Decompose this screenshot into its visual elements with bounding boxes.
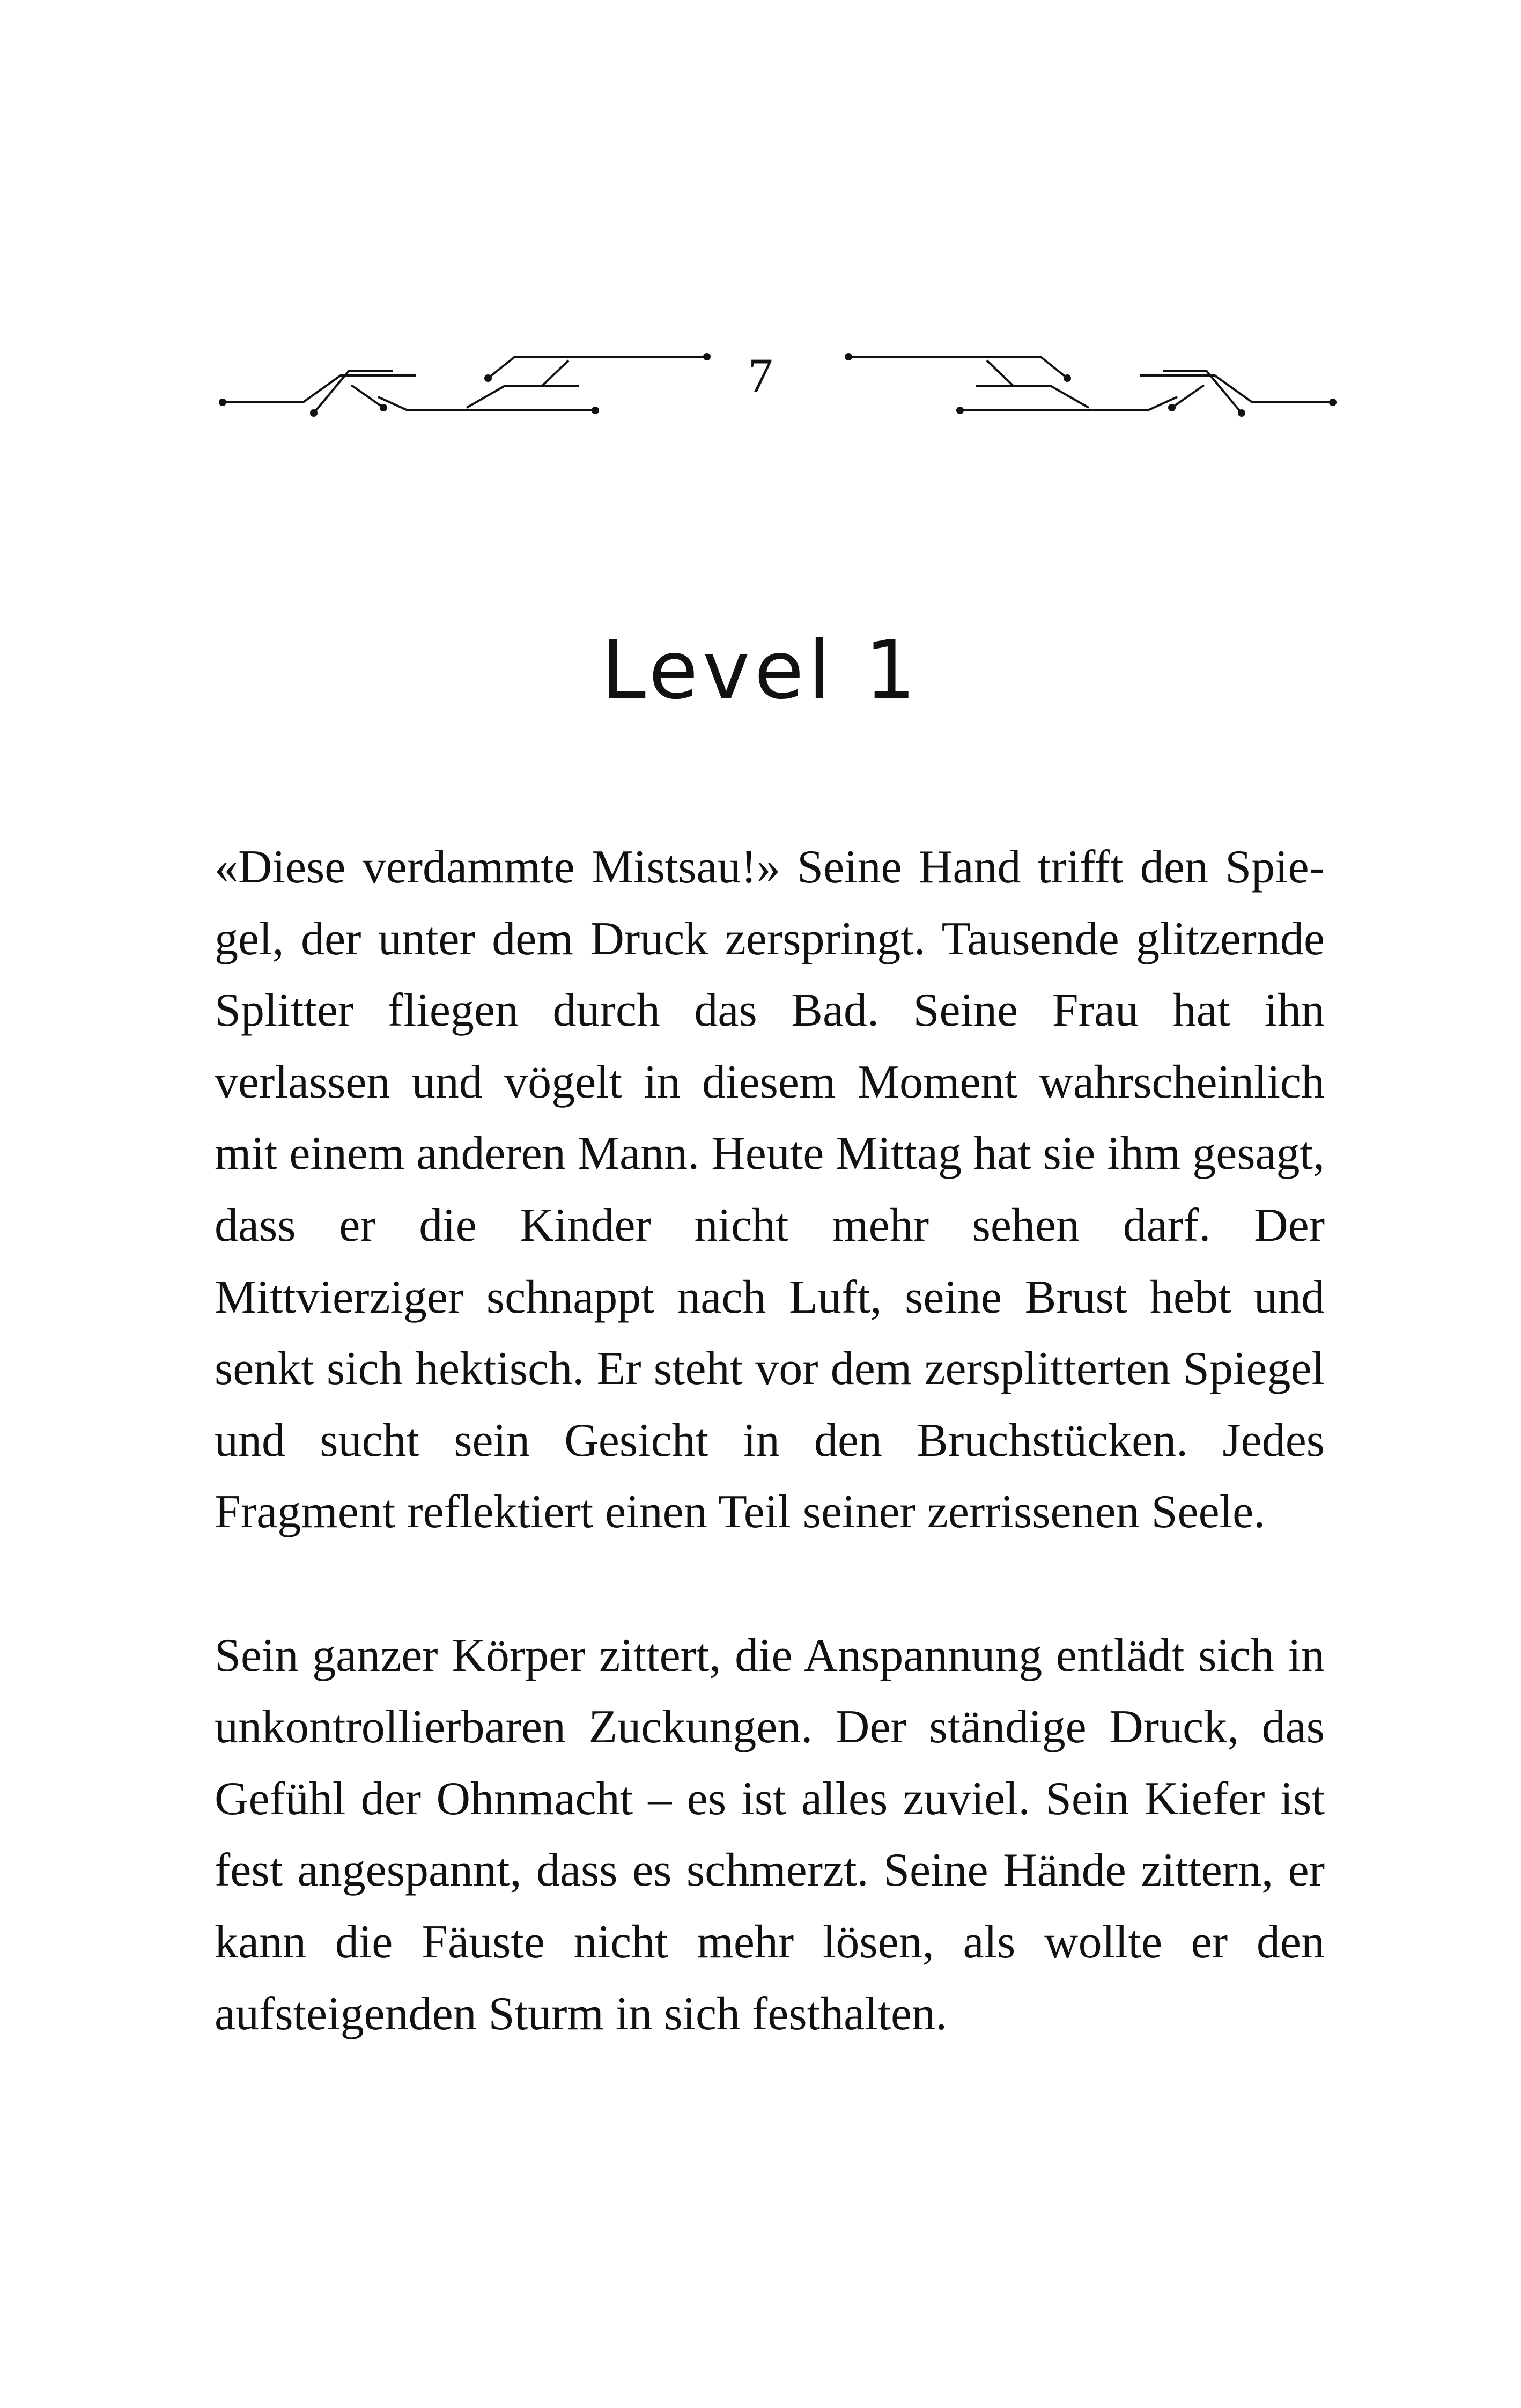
page-header <box>0 0 1521 483</box>
circuit-ornament-left-icon <box>215 322 751 440</box>
paragraph: «Diese verdammte Mistsau!» Seine Hand trifft den Spiegel, der unter dem Druck zerspringt. Tausende glitzernde Splitter fliegen durch das Bad. Seine Frau hat ihn verlassen und vögelt in diesem Moment wahrscheinlich mit einem anderen Mann. Heute Mittag hat sie ihm gesagt, dass er die Kinder nicht mehr sehen darf. Der Mittvierziger schnappt nach Luft, seine Brust hebt und senkt sich hektisch. Er steht vor dem zersplitterten Spiegel und sucht sein Gesicht in den Bruchstücken. Jedes Fragment reflektiert einen Teil seiner zerrissenen Seele. <box>215 841 1325 1538</box>
page-number: 7 <box>748 348 773 403</box>
body-text <box>215 831 1325 2122</box>
paragraph: Sein ganzer Körper zittert, die Anspannung entlädt sich in unkontrollierbaren Zuckungen. Der ständige Druck, das Gefühl der Ohnmacht – es ist alles zuviel. Sein Kiefer ist fest angespannt, dass es schmerzt. Seine Hände zittern, er kann die Fäuste nicht mehr lösen, als wollte er den aufsteigenden Sturm in sich festhalten. <box>215 1629 1325 2040</box>
circuit-ornament-right-icon <box>804 322 1341 440</box>
chapter-title: Level 1 <box>601 624 920 717</box>
